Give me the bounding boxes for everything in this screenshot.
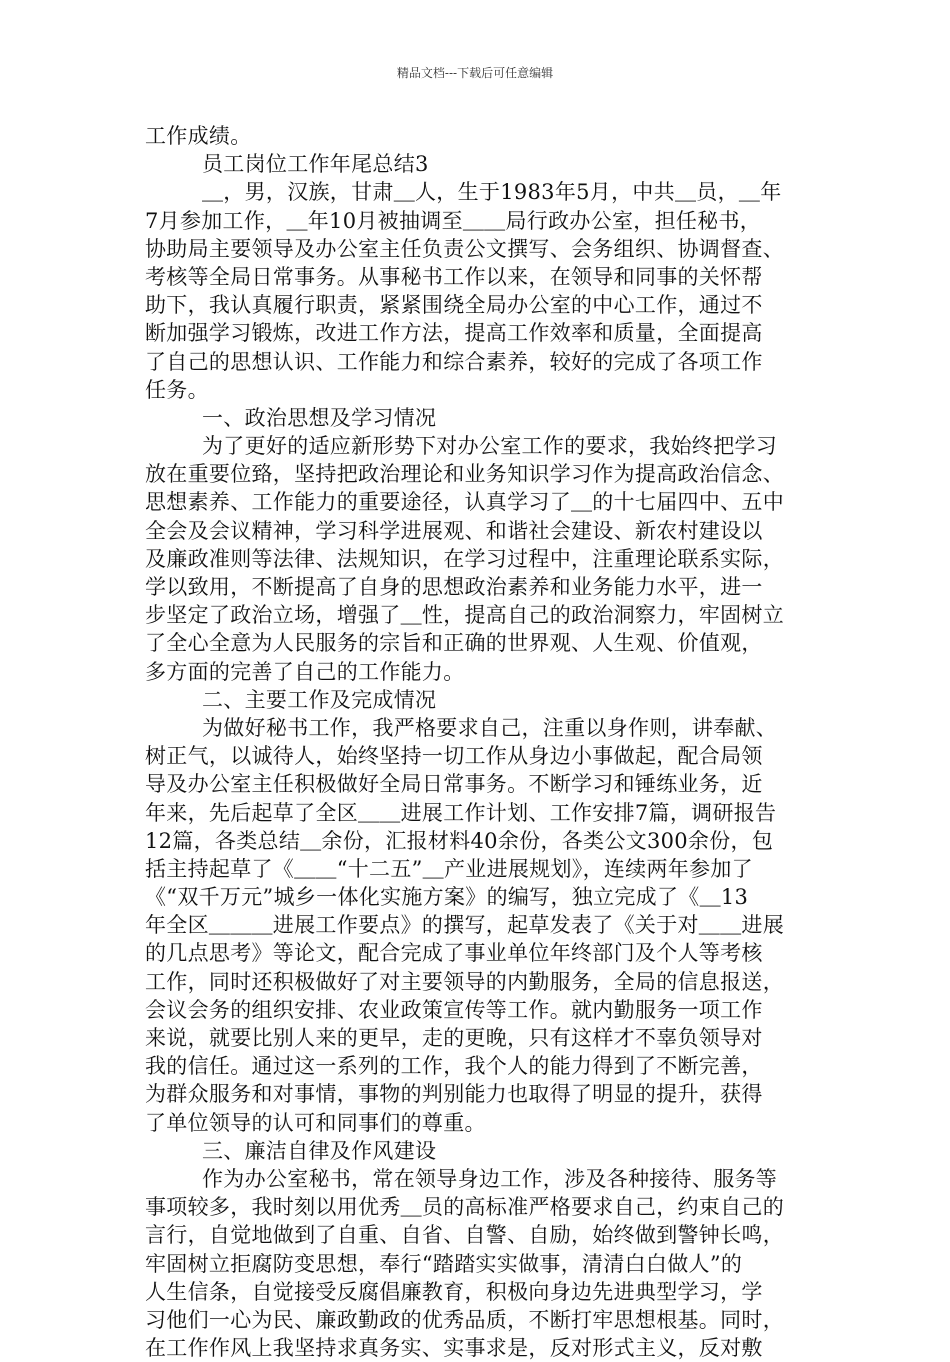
text-line: 为群众服务和对事情，事物的判别能力也取得了明显的提升，获得 [145,1082,763,1107]
text-line: 牢固树立拒腐防变思想，奉行“踏踏实实做事，清清白白做人”的 [145,1251,743,1276]
text-line: 了单位领导的认可和同事们的尊重。 [145,1110,486,1135]
text-line: 全会及会议精神，学习科学进展观、和谐社会建设、新农村建设以 [145,518,763,543]
text-line: 导及办公室主任积极做好全局日常事务。不断学习和锤练业务，近 [145,772,763,797]
text-line: 的几点思考》等论文，配合完成了事业单位年终部门及个人等考核 [145,941,763,966]
text-line: 工作，同时还积极做好了对主要领导的内勤服务，全局的信息报送， [145,969,784,994]
page-header: 精品文档---下载后可任意编辑 [396,66,554,80]
text-line: 协助局主要领导及办公室主任负责公文撰写、会务组织、协调督查、 [145,236,784,261]
text-line: ＿，男，汉族，甘肃＿人，生于1983年5月，中共＿员，＿年 [202,180,782,205]
text-line: 了自己的思想认识、工作能力和综合素养，较好的完成了各项工作 [145,349,763,374]
text-line: 7月参加工作，＿年10月被抽调至＿＿局行政办公室，担任秘书， [145,208,762,233]
text-line: 来说，就要比别人来的更早，走的更晚，只有这样才不辜负领导对 [145,1026,763,1050]
text-line: 放在重要位臵，坚持把政治理论和业务知识学习作为提高政治信念、 [145,462,784,487]
document-body [145,122,825,1362]
text-line: 多方面的完善了自己的工作能力。 [145,659,465,684]
text-line: 为做好秘书工作，我严格要求自己，注重以身作则，讲奉献、 [202,715,778,740]
text-line: 断加强学习锻炼，改进工作方法，提高工作效率和质量，全面提高 [145,321,763,346]
text-line: 12篇，各类总结＿余份，汇报材料40余份，各类公文300余份，包 [145,828,774,853]
text-line: 作为办公室秘书，常在领导身边工作，涉及各种接待、服务等 [202,1166,778,1191]
text-line: 括主持起草了《＿＿“十二五”＿产业进展规划》，连续两年参加了 [145,856,753,881]
text-line: 考核等全局日常事务。从事秘书工作以来，在领导和同事的关怀帮 [145,264,763,289]
text-line: 年来，先后起草了全区＿＿进展工作计划、工作安排7篇，调研报告 [145,800,777,825]
text-line: 员工岗位工作年尾总结3 [202,152,429,177]
text-line: 及廉政准则等法律、法规知识，在学习过程中，注重理论联系实际， [145,546,784,571]
text-line: 《“双千万元”城乡一体化实施方案》的编写，独立完成了《＿13 [145,885,749,910]
text-line: 人生信条，自觉接受反腐倡廉教育，积极向身边先进典型学习，学 [145,1279,763,1304]
text-line: 一、政治思想及学习情况 [202,405,437,430]
text-line: 事项较多，我时刻以用优秀＿员的高标准严格要求自己，约束自己的 [145,1195,784,1220]
text-line: 我的信任。通过这一系列的工作，我个人的能力得到了不断完善， [145,1054,763,1079]
text-line: 步坚定了政治立场，增强了＿性，提高自己的政治洞察力，牢固树立 [145,603,784,628]
text-line: 任务。 [145,377,209,402]
text-line: 在工作作风上我坚持求真务实、实事求是，反对形式主义，反对敷 [145,1336,763,1361]
text-line: 会议会务的组织安排、农业政策宣传等工作。就内勤服务一项工作 [145,997,763,1022]
text-line: 助下，我认真履行职责，紧紧围绕全局办公室的中心工作，通过不 [145,293,763,318]
text-line: 了全心全意为人民服务的宗旨和正确的世界观、人生观、价值观， [145,631,763,656]
text-line: 工作成绩。 [145,124,252,148]
text-line: 习他们一心为民、廉政勤政的优秀品质，不断打牢思想根基。同时， [145,1307,784,1332]
text-line: 为了更好的适应新形势下对办公室工作的要求，我始终把学习 [202,434,778,459]
text-line: 树正气，以诚待人，始终坚持一切工作从身边小事做起，配合局领 [145,744,763,769]
text-line: 三、廉洁自律及作风建设 [202,1138,437,1163]
text-line: 二、主要工作及完成情况 [202,687,437,712]
text-line: 言行，自觉地做到了自重、自省、自警、自励，始终做到警钟长鸣， [145,1223,784,1248]
text-line: 学以致用，不断提高了自身的思想政治素养和业务能力水平，进一 [145,575,763,599]
text-line: 思想素养、工作能力的重要途径，认真学习了＿的十七届四中、五中 [145,490,784,515]
text-line: 年全区＿＿＿进展工作要点》的撰写，起草发表了《关于对＿＿进展 [145,913,784,938]
